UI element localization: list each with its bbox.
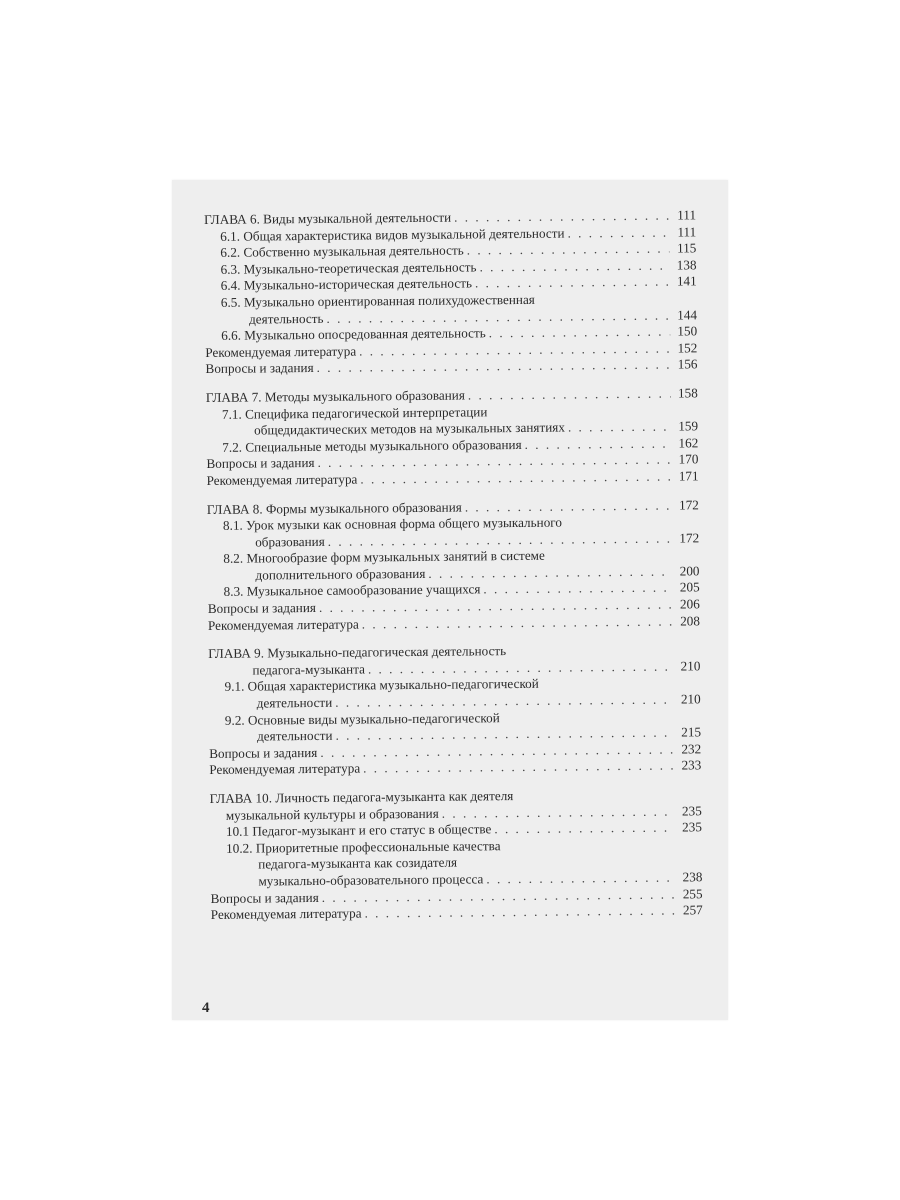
dot-leader xyxy=(360,468,671,488)
toc-entry-title: 8.3. Музыкальное самообразование учащихся xyxy=(223,581,481,600)
toc-entry-page: 150 xyxy=(677,323,698,339)
dot-leader xyxy=(568,419,671,437)
toc-entry-page: 257 xyxy=(682,902,703,918)
toc-entry-title: 6.4. Музыкально-историческая деятельность xyxy=(220,275,473,294)
toc-entry-title: 9.1. Общая характеристика музыкально-педагогической xyxy=(224,676,539,695)
toc-entry-title: 6.3. Музыкально-теоретическая деятельность xyxy=(220,259,477,277)
toc-chapter xyxy=(207,497,700,634)
toc-entry-title: Вопросы и задания xyxy=(206,455,315,472)
toc-entry-page: 159 xyxy=(678,418,699,434)
toc-entry-page: 235 xyxy=(681,802,702,819)
dot-leader xyxy=(368,658,674,678)
toc-entry-page: 215 xyxy=(681,724,702,740)
toc-entry-page: 200 xyxy=(679,563,700,579)
toc-entry-title: музыкальной культуры и образования xyxy=(225,805,439,823)
dot-leader xyxy=(363,758,674,778)
dot-leader xyxy=(335,692,674,712)
toc-chapter xyxy=(206,385,699,489)
toc-entry-title: Вопросы и задания xyxy=(210,889,319,906)
toc-chapter xyxy=(210,786,703,923)
toc-entry-title: дополнительного образования xyxy=(255,565,426,583)
toc-entry-title: ГЛАВА 8. Формы музыкального образования xyxy=(206,499,462,517)
dot-leader xyxy=(467,241,670,260)
toc-entry-title: образования xyxy=(255,533,325,550)
toc-entry-page: 208 xyxy=(680,612,701,629)
toc-entry-page: 144 xyxy=(677,306,698,323)
toc-entry-title: 6.2. Собственно музыкальная деятельность xyxy=(220,242,464,261)
toc-entry-page: 232 xyxy=(681,741,702,757)
dot-leader xyxy=(494,820,675,838)
toc-entry-page: 141 xyxy=(676,273,697,289)
toc-entry-title: Рекомендуемая литература xyxy=(206,471,358,488)
toc-entry-page: 171 xyxy=(678,468,699,484)
toc-entry-title: 7.2. Специальные методы музыкального образования xyxy=(222,436,522,455)
toc-entry-title: Рекомендуемая литература xyxy=(205,343,357,360)
dot-leader xyxy=(475,274,670,292)
dot-leader xyxy=(454,208,669,227)
dot-leader xyxy=(362,613,673,633)
toc-entry-page: 210 xyxy=(680,691,701,707)
toc-entry-title: общедидактических методов на музыкальных занятиях xyxy=(254,419,565,438)
toc-entry-title: Вопросы и задания xyxy=(207,600,317,617)
toc-entry-page: 233 xyxy=(681,757,702,773)
dot-leader xyxy=(525,435,672,453)
toc-entry-title: 6.6. Музыкально опосредованная деятельность xyxy=(221,325,486,343)
toc-entry-title: ГЛАВА 10. Личность педагога-музыканта как деятеля xyxy=(209,788,514,806)
toc-entry-title: Рекомендуемая литература xyxy=(207,616,359,633)
toc-entry-page: 206 xyxy=(679,596,700,612)
toc-entry-title: ГЛАВА 7. Методы музыкального образования xyxy=(205,387,465,405)
toc-entry xyxy=(211,902,703,923)
toc-entry xyxy=(208,613,700,634)
toc-entry-title: 7.1. Специфика педагогической интерпретации xyxy=(221,403,488,422)
toc-entry-title: деятельности xyxy=(256,728,333,744)
toc-entry-page: 238 xyxy=(682,869,703,885)
dot-leader xyxy=(486,869,675,887)
toc-entry-title: Рекомендуемая литература xyxy=(209,760,361,778)
toc-entry-title: 9.2. Основные виды музыкально-педагогической xyxy=(224,709,500,728)
toc-entry-title: музыкально-образовательного процесса xyxy=(258,871,484,889)
page-number: 4 xyxy=(202,1000,210,1016)
toc-entry-page: 115 xyxy=(676,240,697,256)
toc-entry-title: деятельность xyxy=(248,310,324,327)
toc-entry xyxy=(209,758,701,779)
dot-leader xyxy=(479,257,669,275)
toc-chapter xyxy=(204,207,698,378)
toc-entry-page: 111 xyxy=(677,223,697,240)
toc-entry-page: 235 xyxy=(682,819,702,835)
toc-entry-page: 255 xyxy=(682,885,703,901)
toc-entry-title: 6.1. Общая характеристика видов музыкальной деятельности xyxy=(220,225,565,244)
toc-entry-page: 111 xyxy=(677,207,697,223)
toc-entry-page: 172 xyxy=(679,529,700,546)
dot-leader xyxy=(468,385,671,404)
toc-entry-page: 138 xyxy=(676,257,697,273)
toc-entry-page: 152 xyxy=(677,340,698,356)
toc-entry-title: ГЛАВА 6. Виды музыкальной деятельности xyxy=(204,209,452,227)
toc-entry-title: Рекомендуемая литература xyxy=(210,905,362,923)
toc-entry-title: Вопросы и задания xyxy=(205,360,314,377)
toc-entry-title: педагога-музыканта как созидателя xyxy=(258,854,458,872)
toc-entry-title: 8.1. Урок музыки как основная форма общего музыкального xyxy=(222,514,563,533)
toc-entry xyxy=(207,468,699,489)
toc-entry-page: 205 xyxy=(679,579,700,595)
toc-entry-title: Вопросы и задания xyxy=(209,744,318,761)
dot-leader xyxy=(364,903,675,923)
toc-entry-page: 158 xyxy=(677,385,698,401)
toc-entry-page: 162 xyxy=(678,434,699,451)
dot-leader xyxy=(328,530,673,550)
dot-leader xyxy=(465,497,672,516)
toc-entry-title: 6.5. Музыкально ориентированная полихудожественная xyxy=(220,291,535,310)
dot-leader xyxy=(567,224,669,242)
dot-leader xyxy=(489,324,671,342)
toc-entry-title: педагога-музыканта xyxy=(252,661,365,678)
toc-entry-title: деятельности xyxy=(256,694,333,711)
toc-entry-page: 156 xyxy=(677,356,698,372)
toc-entry-title: 10.2. Приоритетные профессиональные качества xyxy=(226,837,501,856)
dot-leader xyxy=(483,580,672,598)
toc-chapter xyxy=(208,642,701,779)
dot-leader xyxy=(317,357,671,377)
toc-entry-title: 10.1 Педагог-музыкант и его статус в обществе xyxy=(225,821,492,840)
toc-entry-page: 170 xyxy=(678,451,699,467)
toc-entry xyxy=(205,357,697,378)
table-of-contents xyxy=(204,207,703,935)
toc-entry-page: 172 xyxy=(678,496,699,512)
toc-entry-page: 210 xyxy=(680,658,701,674)
toc-entry-title: 8.2. Многообразие форм музыкальных занятий в системе xyxy=(223,548,545,567)
toc-entry-title: ГЛАВА 9. Музыкально-педагогическая деятельность xyxy=(208,643,507,662)
